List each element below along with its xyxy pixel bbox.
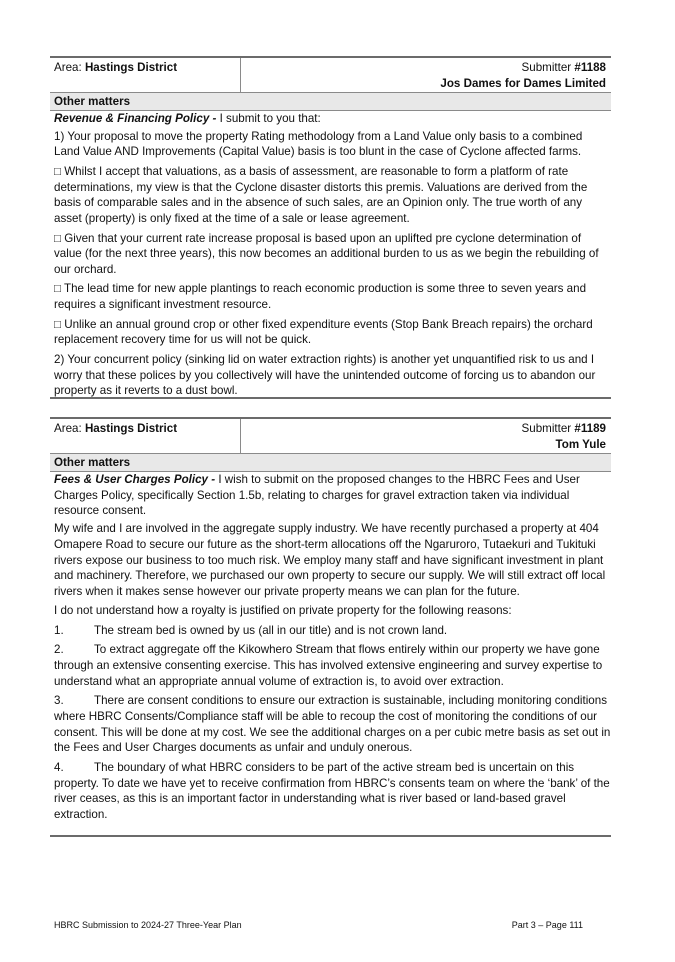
- item-text: The stream bed is owned by us (all in our title) and is not crown land.: [94, 623, 448, 637]
- area-label: Area:: [54, 422, 85, 435]
- numbered-item: [54, 693, 611, 756]
- body-paragraph: 1) Your proposal to move the property Rating methodology from a Land Value only basis to a combined Land Value AND Improvements (Capital Value) basis is too blunt in the case of Cyclone affected farms.: [54, 129, 583, 159]
- area-label: Area:: [54, 61, 85, 74]
- submitter-label: Submitter: [521, 61, 575, 74]
- numbered-item: [54, 642, 611, 689]
- submitter-name: Jos Dames for Dames Limited: [440, 76, 606, 90]
- area-value: Hastings District: [84, 422, 178, 435]
- submitter-number: #1189: [574, 422, 606, 435]
- submitter-cell: [241, 58, 611, 92]
- numbered-item: [54, 760, 611, 823]
- item-text: The boundary of what HBRC considers to be part of the active stream bed is uncertain on this property. To date we have yet to receive confirmation from HBRC’s consents team on where the ‘bank’ of the river ceases, as this is an important factor in understanding what is river based or land-based gravel extraction.: [54, 760, 610, 822]
- submitter-cell: [241, 419, 611, 453]
- item-number: 1.: [54, 623, 64, 637]
- body-paragraph: □ Whilst I accept that valuations, as a basis of assessment, are reasonable to form a platform of rate determinations, my view is that the Cyclone disaster distorts this premis. Valuations are derived from the basis of comparable sales and in the absence of such sales, are an Opinion only. The true worth of any asset (property) is only fixed at the time of a sale or lease agreement.: [54, 164, 588, 226]
- body-paragraph: □ The lead time for new apple plantings to reach economic production is some three to seven years and requires a significant investment resource.: [54, 282, 587, 312]
- policy-intro: I wish to submit on the proposed changes to the HBRC Fees and User Charges Policy, specifically Section 1.5b, relating to charges for gravel extraction taken via individual resource consent.: [54, 473, 580, 518]
- submitter-number: #1188: [574, 61, 606, 74]
- item-text: There are consent conditions to ensure our extraction is sustainable, including monitoring conditions where HBRC Consents/Compliance staff will be able to recoup the cost of monitoring the conditions of our consent. This will be done at my cost. We see the additional charges on a per cubic metre basis as set out in the Fees and User Charges documents as unfair and unduly onerous.: [54, 694, 611, 755]
- submission-1189: [50, 417, 611, 827]
- policy-title: Revenue & Financing Policy -: [54, 112, 220, 125]
- body-paragraph: □ Given that your current rate increase proposal is based upon an uplifted pre cyclone determination of value (for the next three years), this now becomes an additional burden to us as we begin the rebuilding of our orchard.: [54, 231, 599, 276]
- area-value: Hastings District: [84, 61, 178, 74]
- submitter-label: Submitter: [521, 422, 575, 435]
- body-paragraph: 2) Your concurrent policy (sinking lid on water extraction rights) is another yet unquantified risk to us and I worry that these polices by you collectively will have the unintended outcome of forcing us to abandon our property as it reverts to a dust bowl.: [54, 352, 596, 398]
- submission-1188: [50, 56, 611, 403]
- policy-paragraph: [54, 111, 611, 127]
- item-text: To extract aggregate off the Kikowhero Stream that flows entirely within our property we have gone through an extensive consenting exercise. This has involved extensive engineering and survey expertise to understand what an appropriate annual volume of extraction is, to avoid over extraction.: [54, 643, 603, 688]
- body-paragraph: I do not understand how a royalty is justified on private property for the following reasons:: [54, 604, 512, 618]
- submission-header: [50, 58, 611, 93]
- policy-paragraph: [54, 472, 611, 519]
- section-heading: Other matters: [50, 93, 611, 111]
- policy-intro: I submit to you that:: [219, 112, 321, 125]
- item-number: 3.: [54, 694, 64, 708]
- policy-title: Fees & User Charges Policy -: [54, 473, 219, 486]
- body-paragraph: □ Unlike an annual ground crop or other fixed expenditure events (Stop Bank Breach repairs) the orchard replacement recovery time for us will not be quick.: [54, 317, 593, 347]
- item-number: 4.: [54, 760, 64, 774]
- item-number: 2.: [54, 643, 64, 657]
- area-cell: [50, 419, 241, 453]
- submission-body: [50, 472, 611, 823]
- submission-divider: [50, 397, 611, 399]
- numbered-item: [54, 623, 611, 639]
- submission-header: [50, 419, 611, 454]
- body-paragraph: My wife and I are involved in the aggregate supply industry. We have recently purchased a property at 404 Omapere Road to secure our future as the short-term allocations off the Ngaruroro, Tutaekuri and Tukituki rivers expose our business to too much risk. We employ many staff and have significant investment in plant and machinery. Therefore, we purchased our own property to secure our supply. We will still extract off local rivers when it makes sense however our private property means we can plan for the future.: [54, 522, 606, 598]
- submission-divider: [50, 835, 611, 837]
- submission-body: [50, 111, 611, 399]
- submitter-name: Tom Yule: [555, 437, 606, 451]
- section-heading: Other matters: [50, 454, 611, 472]
- footer-page-number: Part 3 – Page 111: [511, 920, 583, 930]
- area-cell: [50, 58, 241, 92]
- footer-document-title: HBRC Submission to 2024-27 Three-Year Plan: [54, 920, 242, 930]
